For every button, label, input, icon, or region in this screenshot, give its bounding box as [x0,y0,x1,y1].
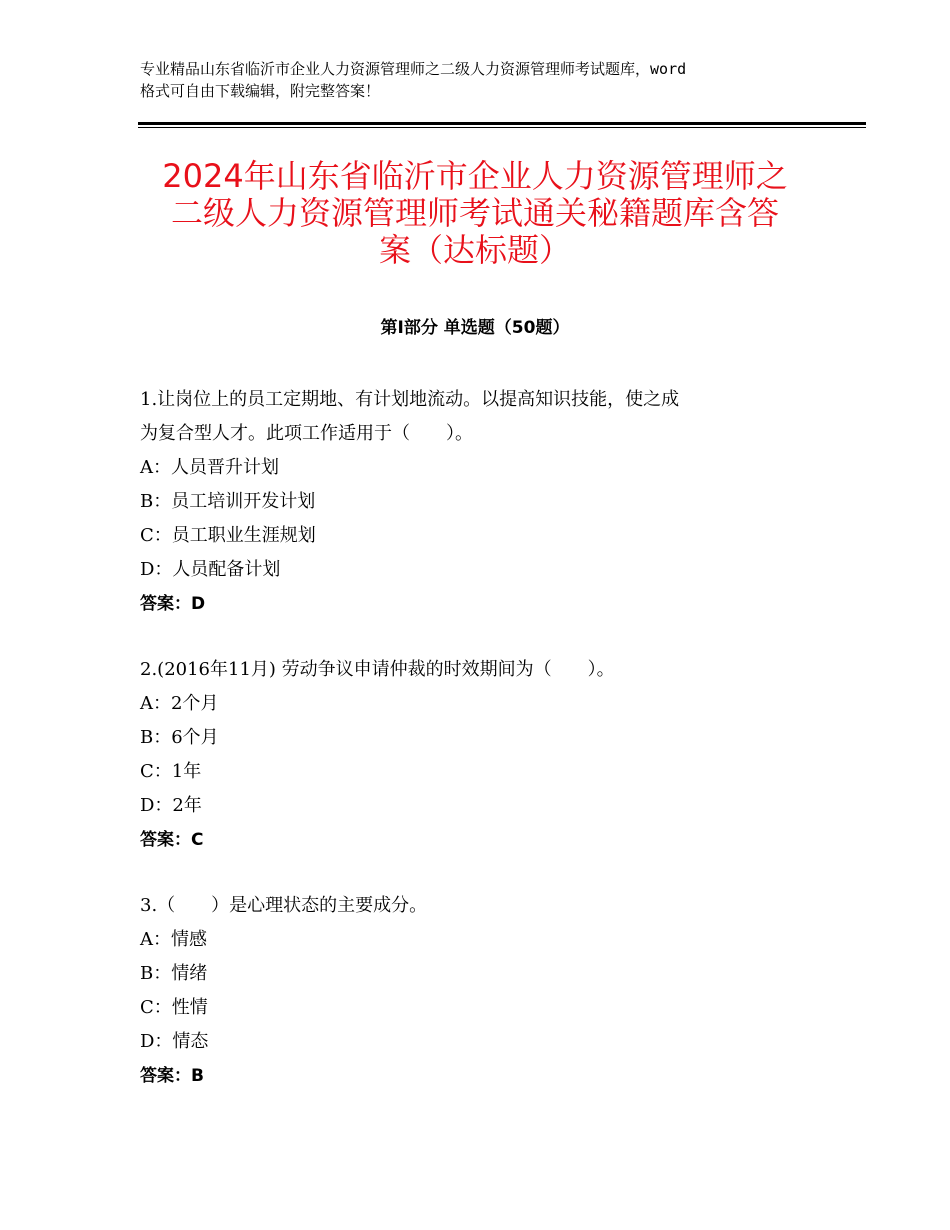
question-item [140,383,820,621]
header-divider-thin [138,127,866,128]
document-title-line-2: 二级人力资源管理师考试通关秘籍题库含答 [170,194,779,232]
question-item [140,653,820,857]
question-answer: 答案：D [140,594,206,614]
question-stem-line: 1.让岗位上的员工定期地、有计划地流动。以提高知识技能，使之成 [140,389,680,410]
question-stem-line: 3.（ ）是心理状态的主要成分。 [140,895,428,916]
question-option-d: D：人员配备计划 [140,559,281,580]
question-answer: 答案：C [140,830,204,850]
question-option-b: B：情绪 [140,963,208,984]
question-option-c: C：1年 [140,761,202,782]
question-option-d: D：2年 [140,795,202,816]
question-answer: 答案：B [140,1066,204,1086]
question-stem-line: 为复合型人才。此项工作适用于（ ）。 [140,423,473,444]
question-option-c: C：性情 [140,997,208,1018]
document-title-line-3: 案（达标题） [378,231,571,269]
header-note-line-2: 格式可自由下载编辑，附完整答案！ [140,82,381,100]
document-title-line-1: 2024年山东省临沂市企业人力资源管理师之 [162,157,788,195]
header-note-line-1: 专业精品山东省临沂市企业人力资源管理师之二级人力资源管理师考试题库，word [140,60,687,78]
document-title [130,158,820,269]
question-option-a: A：情感 [140,929,207,950]
question-option-a: A：2个月 [140,693,219,714]
question-option-d: D：情态 [140,1031,209,1052]
header-note [140,58,830,102]
question-option-b: B：员工培训开发计划 [140,491,316,512]
question-list [140,383,820,1125]
question-option-c: C：员工职业生涯规划 [140,525,316,546]
header-divider-thick [138,122,866,125]
section-title: 第Ⅰ部分 单选题（50题） [380,318,570,338]
question-option-b: B：6个月 [140,727,219,748]
question-item [140,889,820,1093]
question-option-a: A：人员晋升计划 [140,457,279,478]
question-stem-line: 2.(2016年11月) 劳动争议申请仲裁的时效期间为（ ）。 [140,659,615,680]
